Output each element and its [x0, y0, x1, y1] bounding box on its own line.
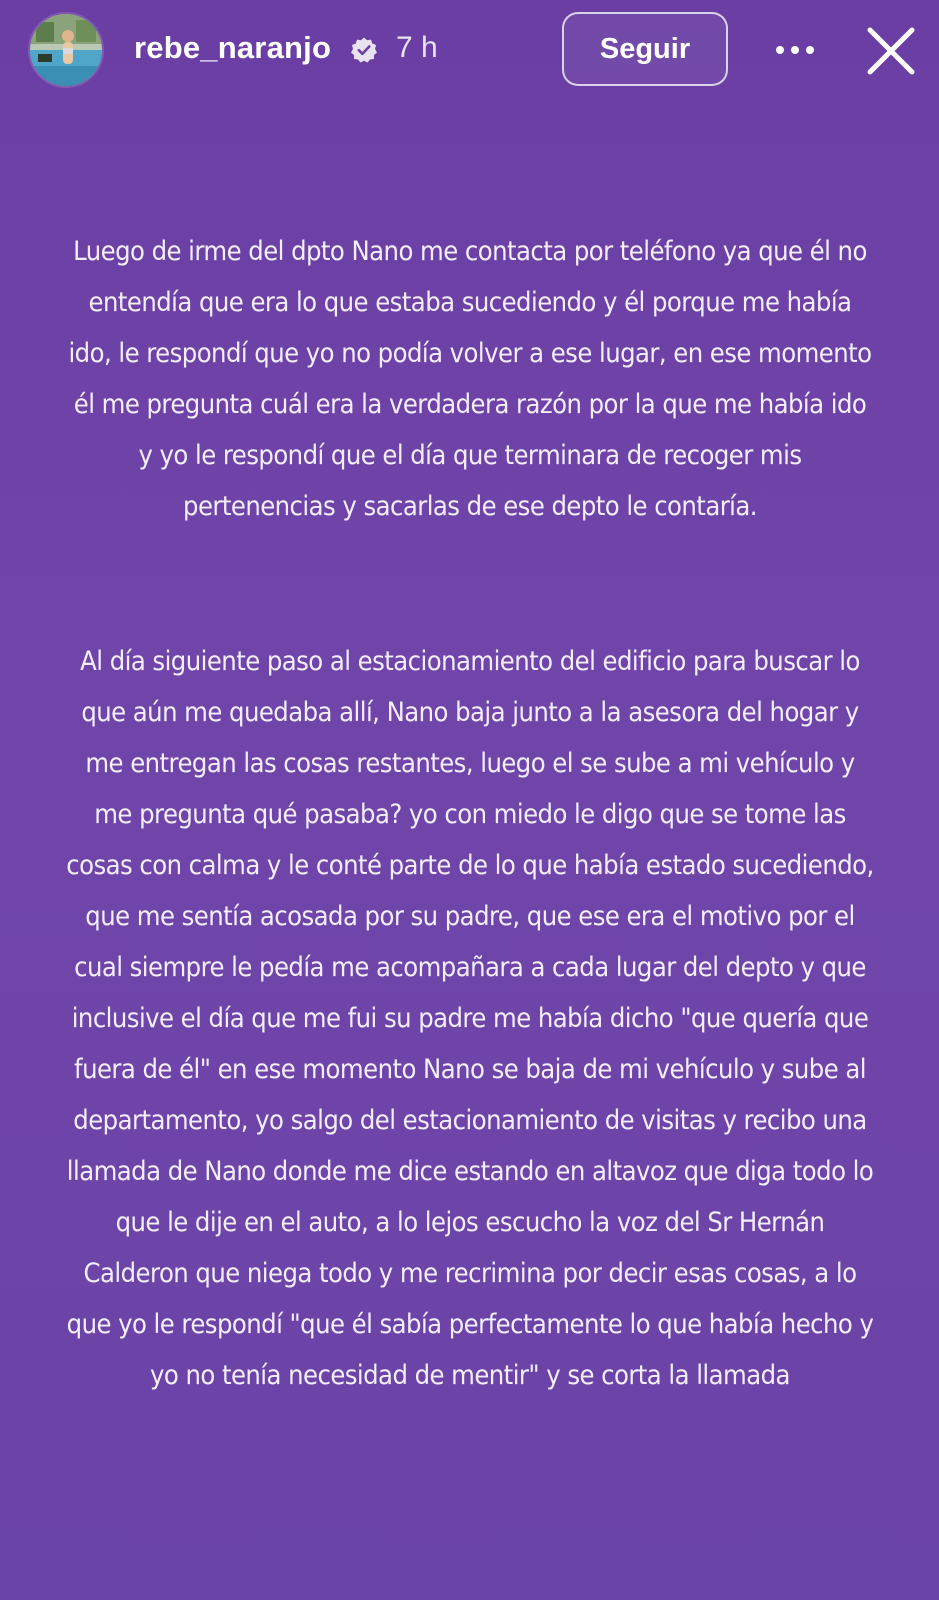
- verified-badge-icon: [350, 36, 378, 64]
- profile-avatar[interactable]: [28, 12, 104, 88]
- more-horizontal-icon: [775, 45, 815, 55]
- story-paragraph-2: Al día siguiente paso al estacionamiento del edificio para buscar lo que aún me quedaba allí, Nano baja junto a la asesora del hogar y me entregan las cosas restantes, luego el se sube a mi vehículo y me pregunta qué pasaba? yo con miedo le digo que se tome las cosas con calma y le conté parte de lo que había estado sucediendo, que me sentía acosada por su padre, que ese era el motivo por el cual siempre le pedía me acompañara a cada lugar del depto y que inclusive el día que me fui su padre me había dicho "que quería que fuera de él" en ese momento Nano se baja de mi vehículo y sube al departamento, yo salgo del estacionamiento de visitas y recibo una llamada de Nano donde me dice estando en altavoz que diga todo lo que le dije en el auto, a lo lejos escucho la voz del Sr Hernán Calderon que niega todo y me recrimina por decir esas cosas, a lo que yo le respondí "que él sabía perfectamente lo que había hecho y yo no tenía necesidad de mentir" y se corta la llamada: [66, 646, 874, 1391]
- username[interactable]: rebe_naranjo: [134, 30, 332, 65]
- follow-button[interactable]: Seguir: [562, 12, 728, 86]
- story-paragraph-1: Luego de irme del dpto Nano me contacta por teléfono ya que él no entendía que era lo que estaba sucediendo y él porque me había ido, le respondí que yo no podía volver a ese lugar, en ese momento él me pregunta cuál era la verdadera razón por la que me había ido y yo le respondí que el día que terminara de recoger mis pertenencias y sacarlas de ese depto le contaría.: [68, 236, 872, 522]
- avatar-photo: [30, 14, 102, 86]
- story-header: [0, 0, 939, 100]
- close-icon[interactable]: [864, 24, 918, 78]
- post-time: 7 h: [396, 31, 438, 64]
- more-options-button[interactable]: [770, 30, 820, 70]
